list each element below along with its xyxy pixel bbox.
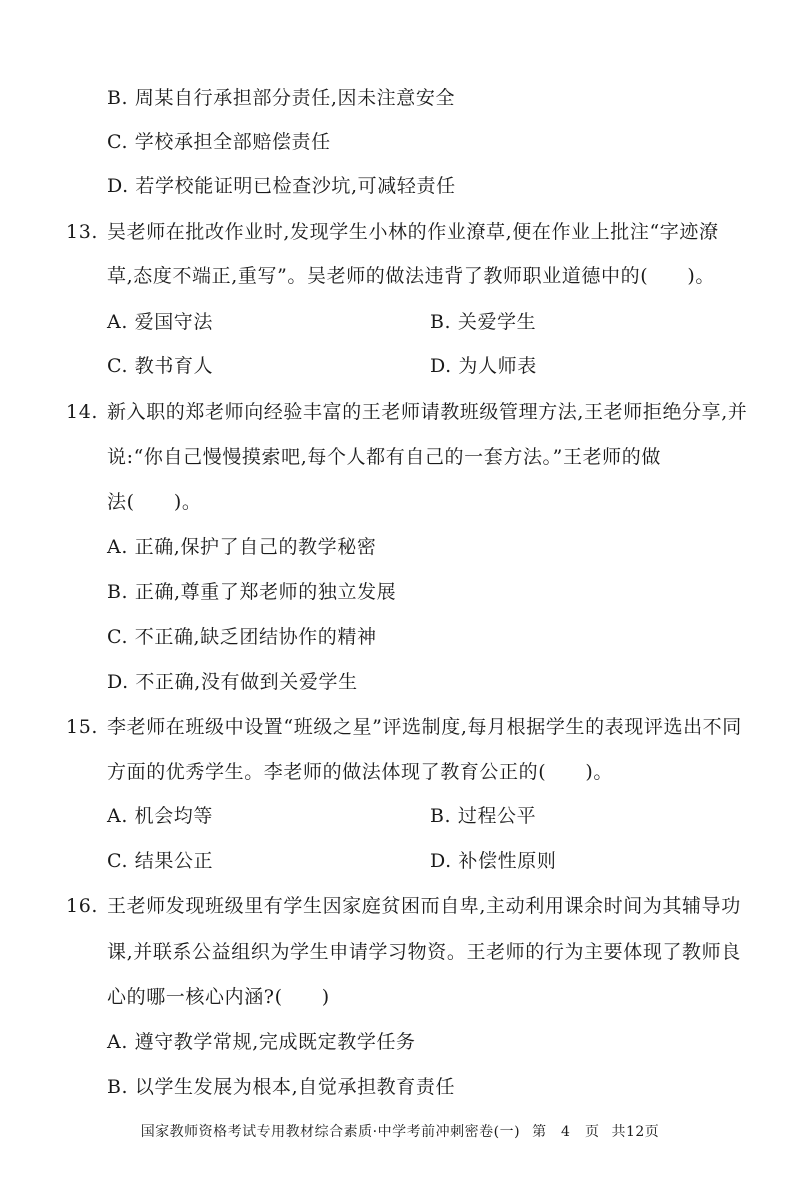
q13-number: 13. bbox=[66, 221, 99, 243]
footer-page-number: 第 4 页 bbox=[532, 1124, 600, 1140]
q16-option-a: A. 遵守教学常规,完成既定教学任务 bbox=[107, 1031, 416, 1053]
q12-option-b: B. 周某自行承担部分责任,因未注意安全 bbox=[107, 87, 456, 109]
q15-stem-line2: 方面的优秀学生。李老师的做法体现了教育公正的( )。 bbox=[107, 761, 614, 783]
q13-option-b: B. 关爱学生 bbox=[430, 311, 537, 333]
q12-option-c: C. 学校承担全部赔偿责任 bbox=[107, 131, 331, 153]
q16-option-b: B. 以学生发展为根本,自觉承担教育责任 bbox=[107, 1076, 456, 1098]
q14-option-d: D. 不正确,没有做到关爱学生 bbox=[107, 671, 358, 693]
q14-option-a: A. 正确,保护了自己的教学秘密 bbox=[107, 536, 377, 558]
q14-option-c: C. 不正确,缺乏团结协作的精神 bbox=[107, 626, 377, 648]
q16-stem-line3: 心的哪一核心内涵?( ) bbox=[107, 986, 330, 1008]
q13-stem-line1: 吴老师在批改作业时,发现学生小林的作业潦草,便在作业上批注“字迹潦 bbox=[107, 221, 719, 243]
q14-stem-line1: 新入职的郑老师向经验丰富的王老师请教班级管理方法,王老师拒绝分享,并 bbox=[107, 401, 748, 423]
q13-stem-line2: 草,态度不端正,重写”。吴老师的做法违背了教师职业道德中的( )。 bbox=[107, 265, 716, 287]
q16-stem-line2: 课,并联系公益组织为学生申请学习物资。王老师的行为主要体现了教师良 bbox=[107, 941, 741, 963]
footer-total-pages: 共12页 bbox=[611, 1124, 660, 1140]
q13-option-c: C. 教书育人 bbox=[107, 355, 214, 377]
q12-option-d: D. 若学校能证明已检查沙坑,可减轻责任 bbox=[107, 175, 456, 197]
q15-option-c: C. 结果公正 bbox=[107, 850, 214, 872]
q15-option-d: D. 补偿性原则 bbox=[430, 850, 557, 872]
q13-option-a: A. 爱国守法 bbox=[107, 311, 214, 333]
q15-stem-line1: 李老师在班级中设置“班级之星”评选制度,每月根据学生的表现评选出不同 bbox=[107, 716, 742, 738]
q13-option-d: D. 为人师表 bbox=[430, 355, 537, 377]
q15-option-b: B. 过程公平 bbox=[430, 805, 537, 827]
q16-number: 16. bbox=[66, 895, 99, 917]
q14-stem-line3: 法( )。 bbox=[107, 491, 202, 513]
q15-number: 15. bbox=[66, 716, 99, 738]
footer-title: 国家教师资格考试专用教材综合素质·中学考前冲刺密卷(一) bbox=[140, 1124, 521, 1140]
q14-stem-line2: 说:“你自己慢慢摸索吧,每个人都有自己的一套方法。”王老师的做 bbox=[107, 446, 661, 468]
q16-stem-line1: 王老师发现班级里有学生因家庭贫困而自卑,主动利用课余时间为其辅导功 bbox=[107, 895, 741, 917]
q14-number: 14. bbox=[66, 401, 99, 423]
q15-option-a: A. 机会均等 bbox=[107, 805, 214, 827]
q14-option-b: B. 正确,尊重了郑老师的独立发展 bbox=[107, 581, 397, 603]
page-footer bbox=[0, 1122, 800, 1142]
